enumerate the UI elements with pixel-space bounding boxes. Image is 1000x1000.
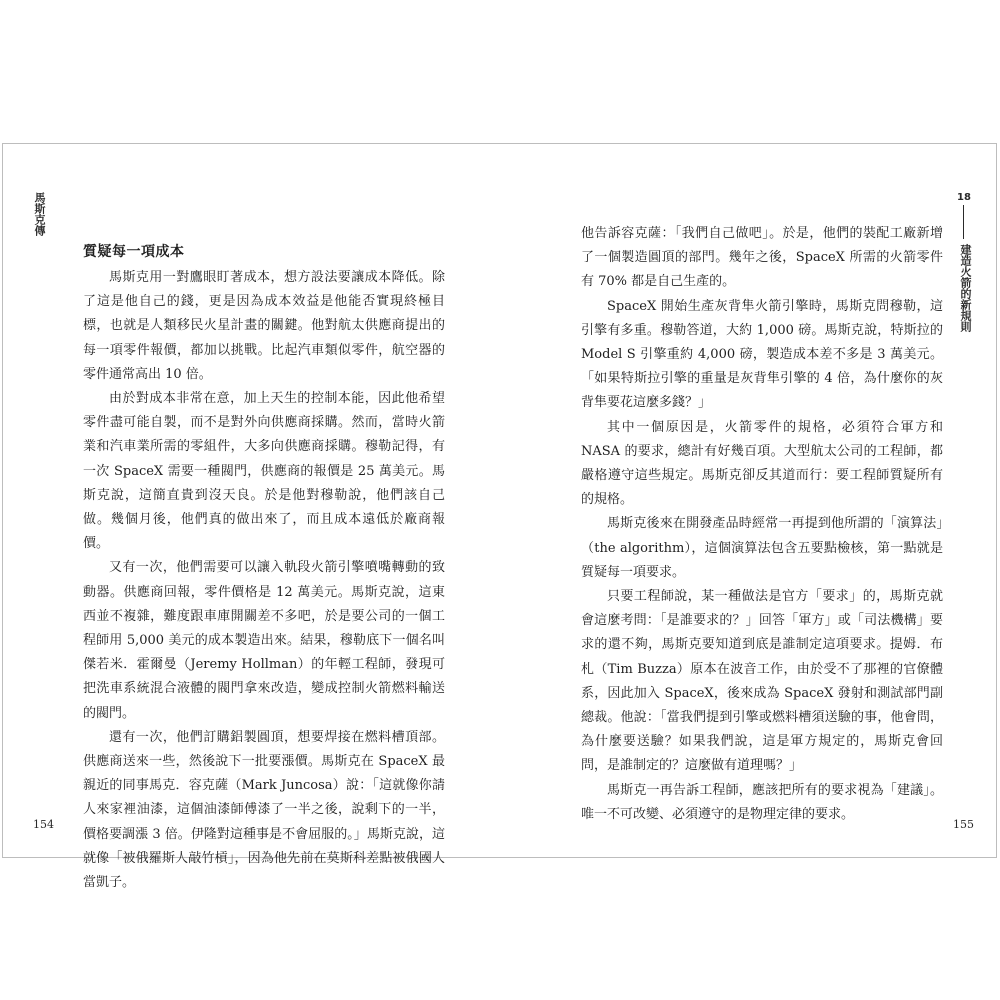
paragraph: 馬斯克用一對鷹眼盯著成本，想方設法要讓成本降低。除了這是他自己的錢，更是因為成本效益是他能否實現終極目標，也就是人類移民火星計畫的關鍵。他對航太供應商提出的每一項零件報價，都加以挑戰。比起汽車類似零件，航空器的零件通常高出 10 倍。 (83, 270, 445, 382)
chapter-divider (963, 205, 964, 239)
paragraph: SpaceX 開始生產灰背隼火箭引擎時，馬斯克問穆勒，這引擎有多重。穆勒答道，大約 1,000 磅。馬斯克說，特斯拉的 Model S 引擎重約 4,000 磅，製造成本差不多是 3 萬美元。「如果特斯拉引擎的重量是灰背隼引擎的 4 倍，為什麼你的灰背隼要花這麼多錢？」 (581, 298, 943, 411)
left-page-body (83, 226, 445, 895)
paragraph: 又有一次，他們需要可以讓入軌段火箭引擎噴嘴轉動的致動器。供應商回報，零件價格是 12 萬美元。馬斯克說，這東西並不複雜，難度跟車庫開關差不多吧，於是要公司的一個工程師用 5,000 美元的成本製造出來。結果，穆勒底下一個名叫傑若米．霍爾曼（Jeremy Hollman）的年輕工程師，發現可把洗車系統混合液體的閥門拿來改造，變成控制火箭燃料輸送的閥門。 (83, 560, 445, 721)
right-page-body (581, 222, 943, 827)
chapter-number: 18 (957, 192, 971, 203)
paragraph: 他告訴容克薩：「我們自己做吧」。於是，他們的裝配工廠新增了一個製造圓頂的部門。幾年之後，SpaceX 所需的火箭零件有 70% 都是自己生產的。 (581, 226, 943, 290)
paragraph: 由於對成本非常在意，加上天生的控制本能，因此他希望零件盡可能自製，而不是對外向供應商採購。然而，當時火箭業和汽車業所需的零組件，大多向供應商採購。穆勒記得，有一次 SpaceX 需要一種閥門，供應商的報價是 25 萬美元。馬斯克說，這簡直貴到沒天良。於是他對穆勒說，他們該自己做。幾個月後，他們真的做出來了，而且成本遠低於廠商報價。 (83, 391, 445, 552)
paragraph: 馬斯克後來在開發產品時經常一再提到他所謂的「演算法」（the algorithm），這個演算法包含五要點檢核，第一點就是質疑每一項要求。 (581, 516, 943, 580)
running-head-right: 建造火箭的新規則 (959, 244, 972, 332)
running-head-left: 馬斯克傳 (33, 192, 46, 236)
page-number-right: 155 (953, 818, 974, 831)
paragraph: 馬斯克一再告訴工程師，應該把所有的要求視為「建議」。唯一不可改變、必須遵守的是物理定律的要求。 (581, 782, 943, 822)
paragraph: 其中一個原因是，火箭零件的規格，必須符合軍方和 NASA 的要求，總計有好幾百項。大型航太公司的工程師，都嚴格遵守這些規定。馬斯克卻反其道而行：要工程師質疑所有的規格。 (581, 419, 943, 508)
paragraph: 還有一次，他們訂購鋁製圓頂，想要焊接在燃料槽頂部。供應商送來一些，然後說下一批要漲價。馬斯克在 SpaceX 最親近的同事馬克．容克薩（Mark Juncosa）說：「這就像你請人來家裡油漆，這個油漆師傅漆了一半之後，說剩下的一半，價格要調漲 3 倍。伊隆對這種事是不會屈服的。」馬斯克說，這就像「被俄羅斯人敲竹槓」，因為他先前在莫斯科差點被俄國人當凱子。 (83, 729, 445, 891)
page-number-left: 154 (33, 818, 54, 831)
section-heading: 質疑每一項成本 (83, 244, 185, 260)
paragraph: 只要工程師說，某一種做法是官方「要求」的，馬斯克就會這麼考問：「是誰要求的？」回答「軍方」或「司法機構」要求的還不夠，馬斯克要知道到底是誰制定這項要求。提姆．布札（Tim Buzza）原本在波音工作，由於受不了那裡的官僚體系，因此加入 SpaceX，後來成為 SpaceX 發射和測試部門副總裁。他說：「當我們提到引擎或燃料槽須送驗的事，他會問，為什麼要送驗？如果我們說，這是軍方規定的，馬斯克會回問，是誰制定的？這麼做有道理嗎？」 (581, 589, 943, 774)
